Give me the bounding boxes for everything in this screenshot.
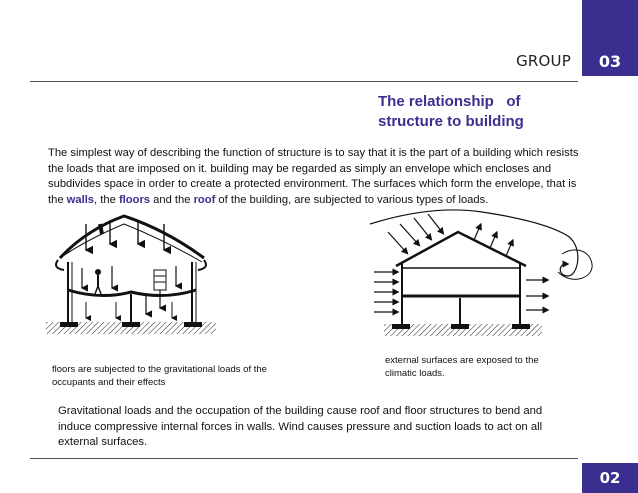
keyword-walls: walls — [66, 193, 95, 206]
keyword-floors: floors — [118, 193, 151, 206]
paragraph-sep-1: , the — [94, 193, 119, 206]
left-figure-caption: floors are subjected to the gravitational loads of the occupants and their effects — [52, 364, 267, 388]
intro-paragraph — [48, 146, 588, 208]
header-rule — [30, 81, 578, 82]
gravitational-loads-illustration — [46, 210, 216, 340]
keyword-roof: roof — [193, 193, 216, 206]
summary-paragraph: Gravitational loads and the occupation of the building cause roof and floor structures to bend and induce compressive internal forces in walls. Wind causes pressure and suction loads to act on all external surfaces. — [58, 405, 543, 448]
climatic-loads-illustration — [362, 206, 602, 342]
page-number-badge — [582, 463, 638, 493]
paragraph-text-2: of the building, are subjected to various types of loads. — [215, 193, 489, 206]
group-label: GROUP — [516, 52, 571, 70]
group-number-badge — [582, 0, 638, 76]
page-number: 02 — [599, 469, 621, 487]
slide-title — [378, 92, 578, 132]
group-number: 03 — [598, 52, 622, 71]
right-figure-caption: external surfaces are exposed to the climatic loads. — [385, 355, 539, 379]
paragraph-text-1: The simplest way of describing the function of structure is to say that it is the part of a building which resists the loads that are imposed on it. building may be regarded as simply an envelope which encloses and subdivides space in order to create a protected environment. The surfaces which form the envelope, that is the — [48, 147, 579, 206]
title-line-2: structure to building — [378, 113, 524, 130]
title-line-1: The relationship of — [378, 93, 521, 110]
paragraph-sep-2: and the — [150, 193, 194, 206]
footer-rule — [30, 458, 578, 459]
